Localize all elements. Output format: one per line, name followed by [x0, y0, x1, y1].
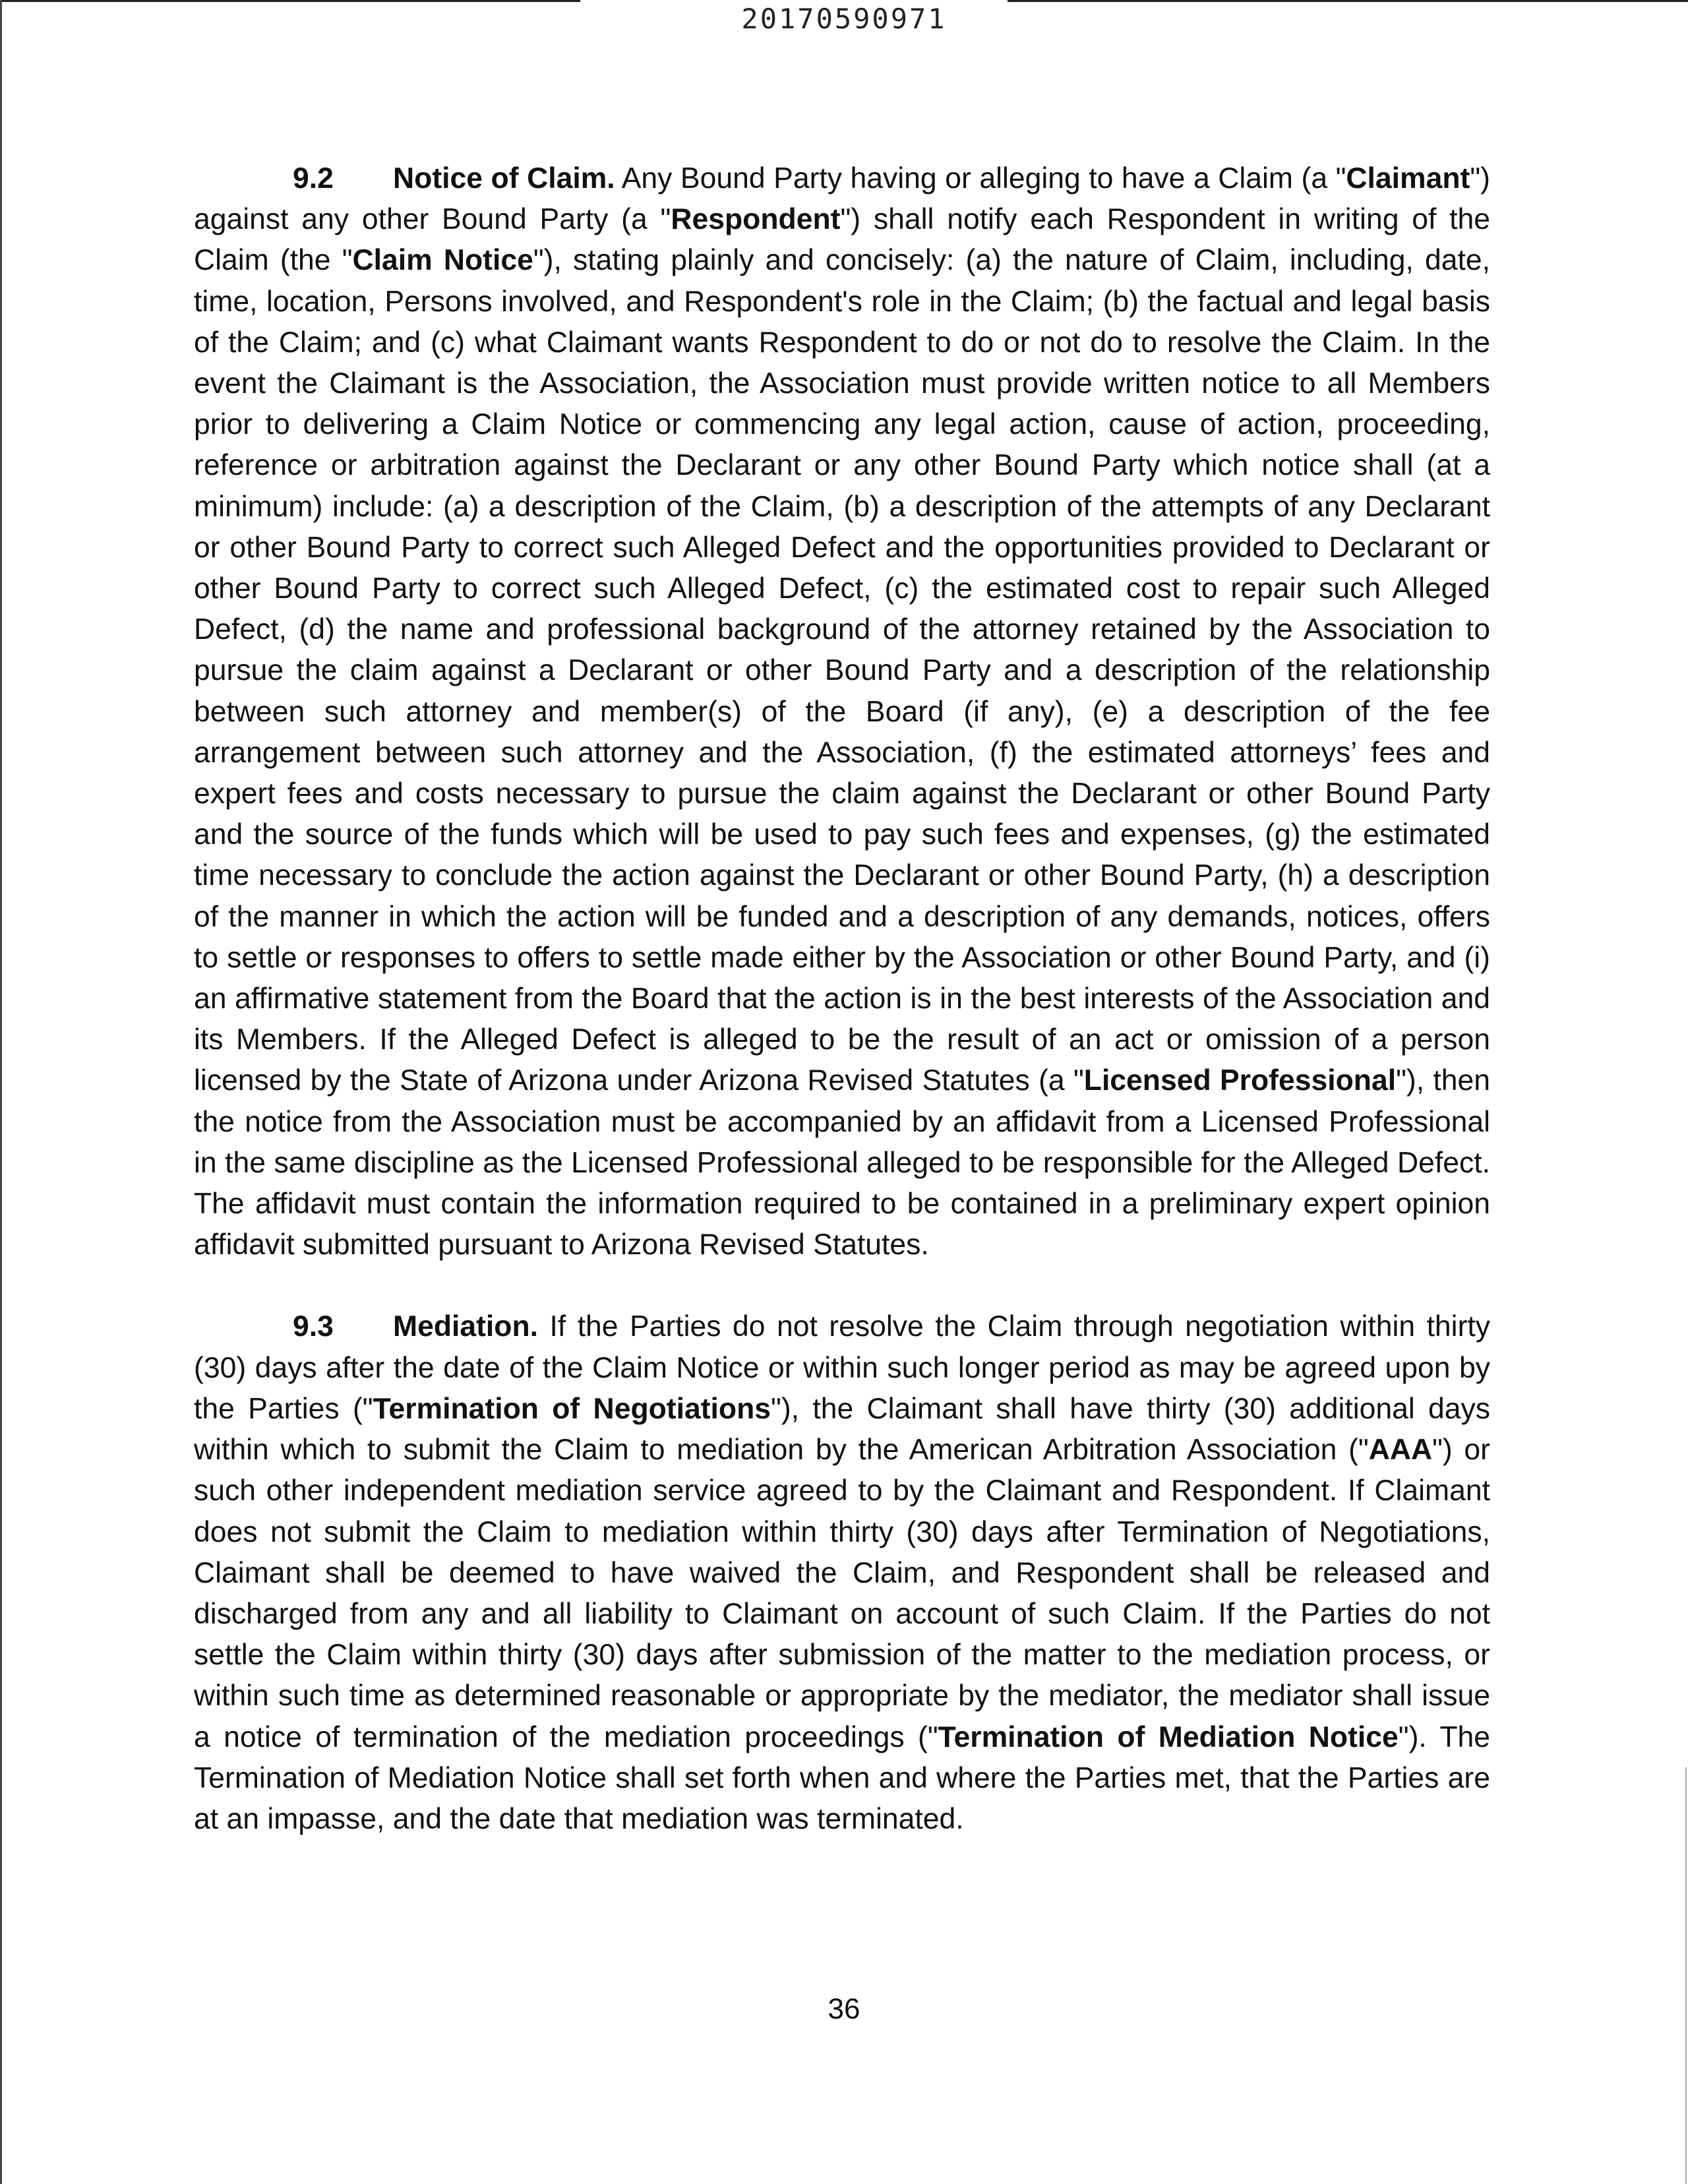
section-9-3-paragraph [194, 1306, 1490, 1840]
body-text: ") or such other independent mediation service agreed to by the Claimant and Respondent. If Claimant does not submit the Claim to mediation within thirty (30) days after Termination of Negotiations, Claimant shall be deemed to have waived the Claim, and Respondent shall be released and discharged from any and all liability to Claimant on account of such Claim. If the Parties do not settle the Claim within thirty (30) days after submission of the matter to the mediation process, or within such time as determined reasonable or appropriate by the mediator, the mediator shall issue a notice of termination of the mediation proceedings (" [194, 1434, 1490, 1753]
document-body [194, 158, 1490, 1881]
body-text: If the Parties do not resolve the Claim through negotiation within thirty (30) days after the date of the Claim Notice or within such longer period as may be agreed upon by the Parties (" [194, 1310, 1490, 1425]
defined-term: Termination of Mediation Notice [938, 1720, 1399, 1753]
body-text: "), the Claimant shall have thirty (30) additional days within which to submit the Claim to mediation by the American Arbitration Association (" [194, 1392, 1491, 1467]
section-9-2-paragraph [194, 158, 1490, 1265]
body-text: "), then the notice from the Association must be accompanied by an affidavit from a Licensed Professional in the same discipline as the Licensed Professional alleged to be responsible for the Alleged Defect. The affidavit must contain the information required to be contained in a preliminary expert opinion affidavit submitted pursuant to Arizona Revised Statutes. [194, 1064, 1491, 1261]
body-text: "). The Termination of Mediation Notice shall set forth when and where the Parties met, that the Parties are at an impasse, and the date that mediation was terminated. [194, 1720, 1491, 1835]
defined-term: Claimant [1346, 162, 1470, 195]
scan-border-top-left [0, 0, 580, 2]
scan-border-top-right [1008, 0, 1688, 2]
section-number: 9.2 [293, 162, 334, 195]
document-number: 20170590971 [741, 3, 947, 35]
body-text: Any Bound Party having or alleging to have a Claim (a " [615, 162, 1346, 195]
body-text: ") against any other Bound Party (a " [194, 162, 1490, 236]
section-title: Notice of Claim. [393, 162, 615, 195]
section-title: Mediation. [393, 1310, 539, 1343]
page-number: 36 [828, 1993, 860, 2025]
section-number: 9.3 [293, 1310, 334, 1343]
defined-term: AAA [1368, 1434, 1433, 1467]
defined-term: Licensed Professional [1083, 1064, 1397, 1097]
defined-term: Respondent [671, 203, 841, 236]
body-text: ") shall notify each Respondent in writing of the Claim (the " [194, 203, 1490, 277]
scan-border-right [1685, 1767, 1687, 2184]
defined-term: Termination of Negotiations [373, 1392, 771, 1425]
body-text: "), stating plainly and concisely: (a) the nature of Claim, including, date, time, location, Persons involved, and Respondent's role in the Claim; (b) the factual and legal basis of the Claim; and (c) what Claimant wants Respondent to do or not do to resolve the Claim. In the event the Claimant is the Association, the Association must provide written notice to all Members prior to delivering a Claim Notice or commencing any legal action, cause of action, proceeding, reference or arbitration against the Declarant or any other Bound Party which notice shall (at a minimum) include: (a) a description of the Claim, (b) a description of the attempts of any Declarant or other Bound Party to correct such Alleged Defect and the opportunities provided to Declarant or other Bound Party to correct such Alleged Defect, (c) the estimated cost to repair such Alleged Defect, (d) the name and professional background of the attorney retained by the Association to pursue the claim against a Declarant or other Bound Party and a description of the relationship between such attorney and member(s) of the Board (if any), (e) a description of the fee arrangement between such attorney and the Association, (f) the estimated attorneys’ fees and expert fees and costs necessary to pursue the claim against the Declarant or other Bound Party and the source of the funds which will be used to pay such fees and expenses, (g) the estimated time necessary to conclude the action against the Declarant or other Bound Party, (h) a description of the manner in which the action will be funded and a description of any demands, notices, offers to settle or responses to offers to settle made either by the Association or other Bound Party, and (i) an affirmative statement from the Board that the action is in the best interests of the Association and its Members. If the Alleged Defect is alleged to be the result of an act or omission of a person licensed by the State of Arizona under Arizona Revised Statutes (a " [194, 244, 1491, 1097]
scan-border-left [0, 0, 2, 2184]
defined-term: Claim Notice [352, 244, 533, 277]
